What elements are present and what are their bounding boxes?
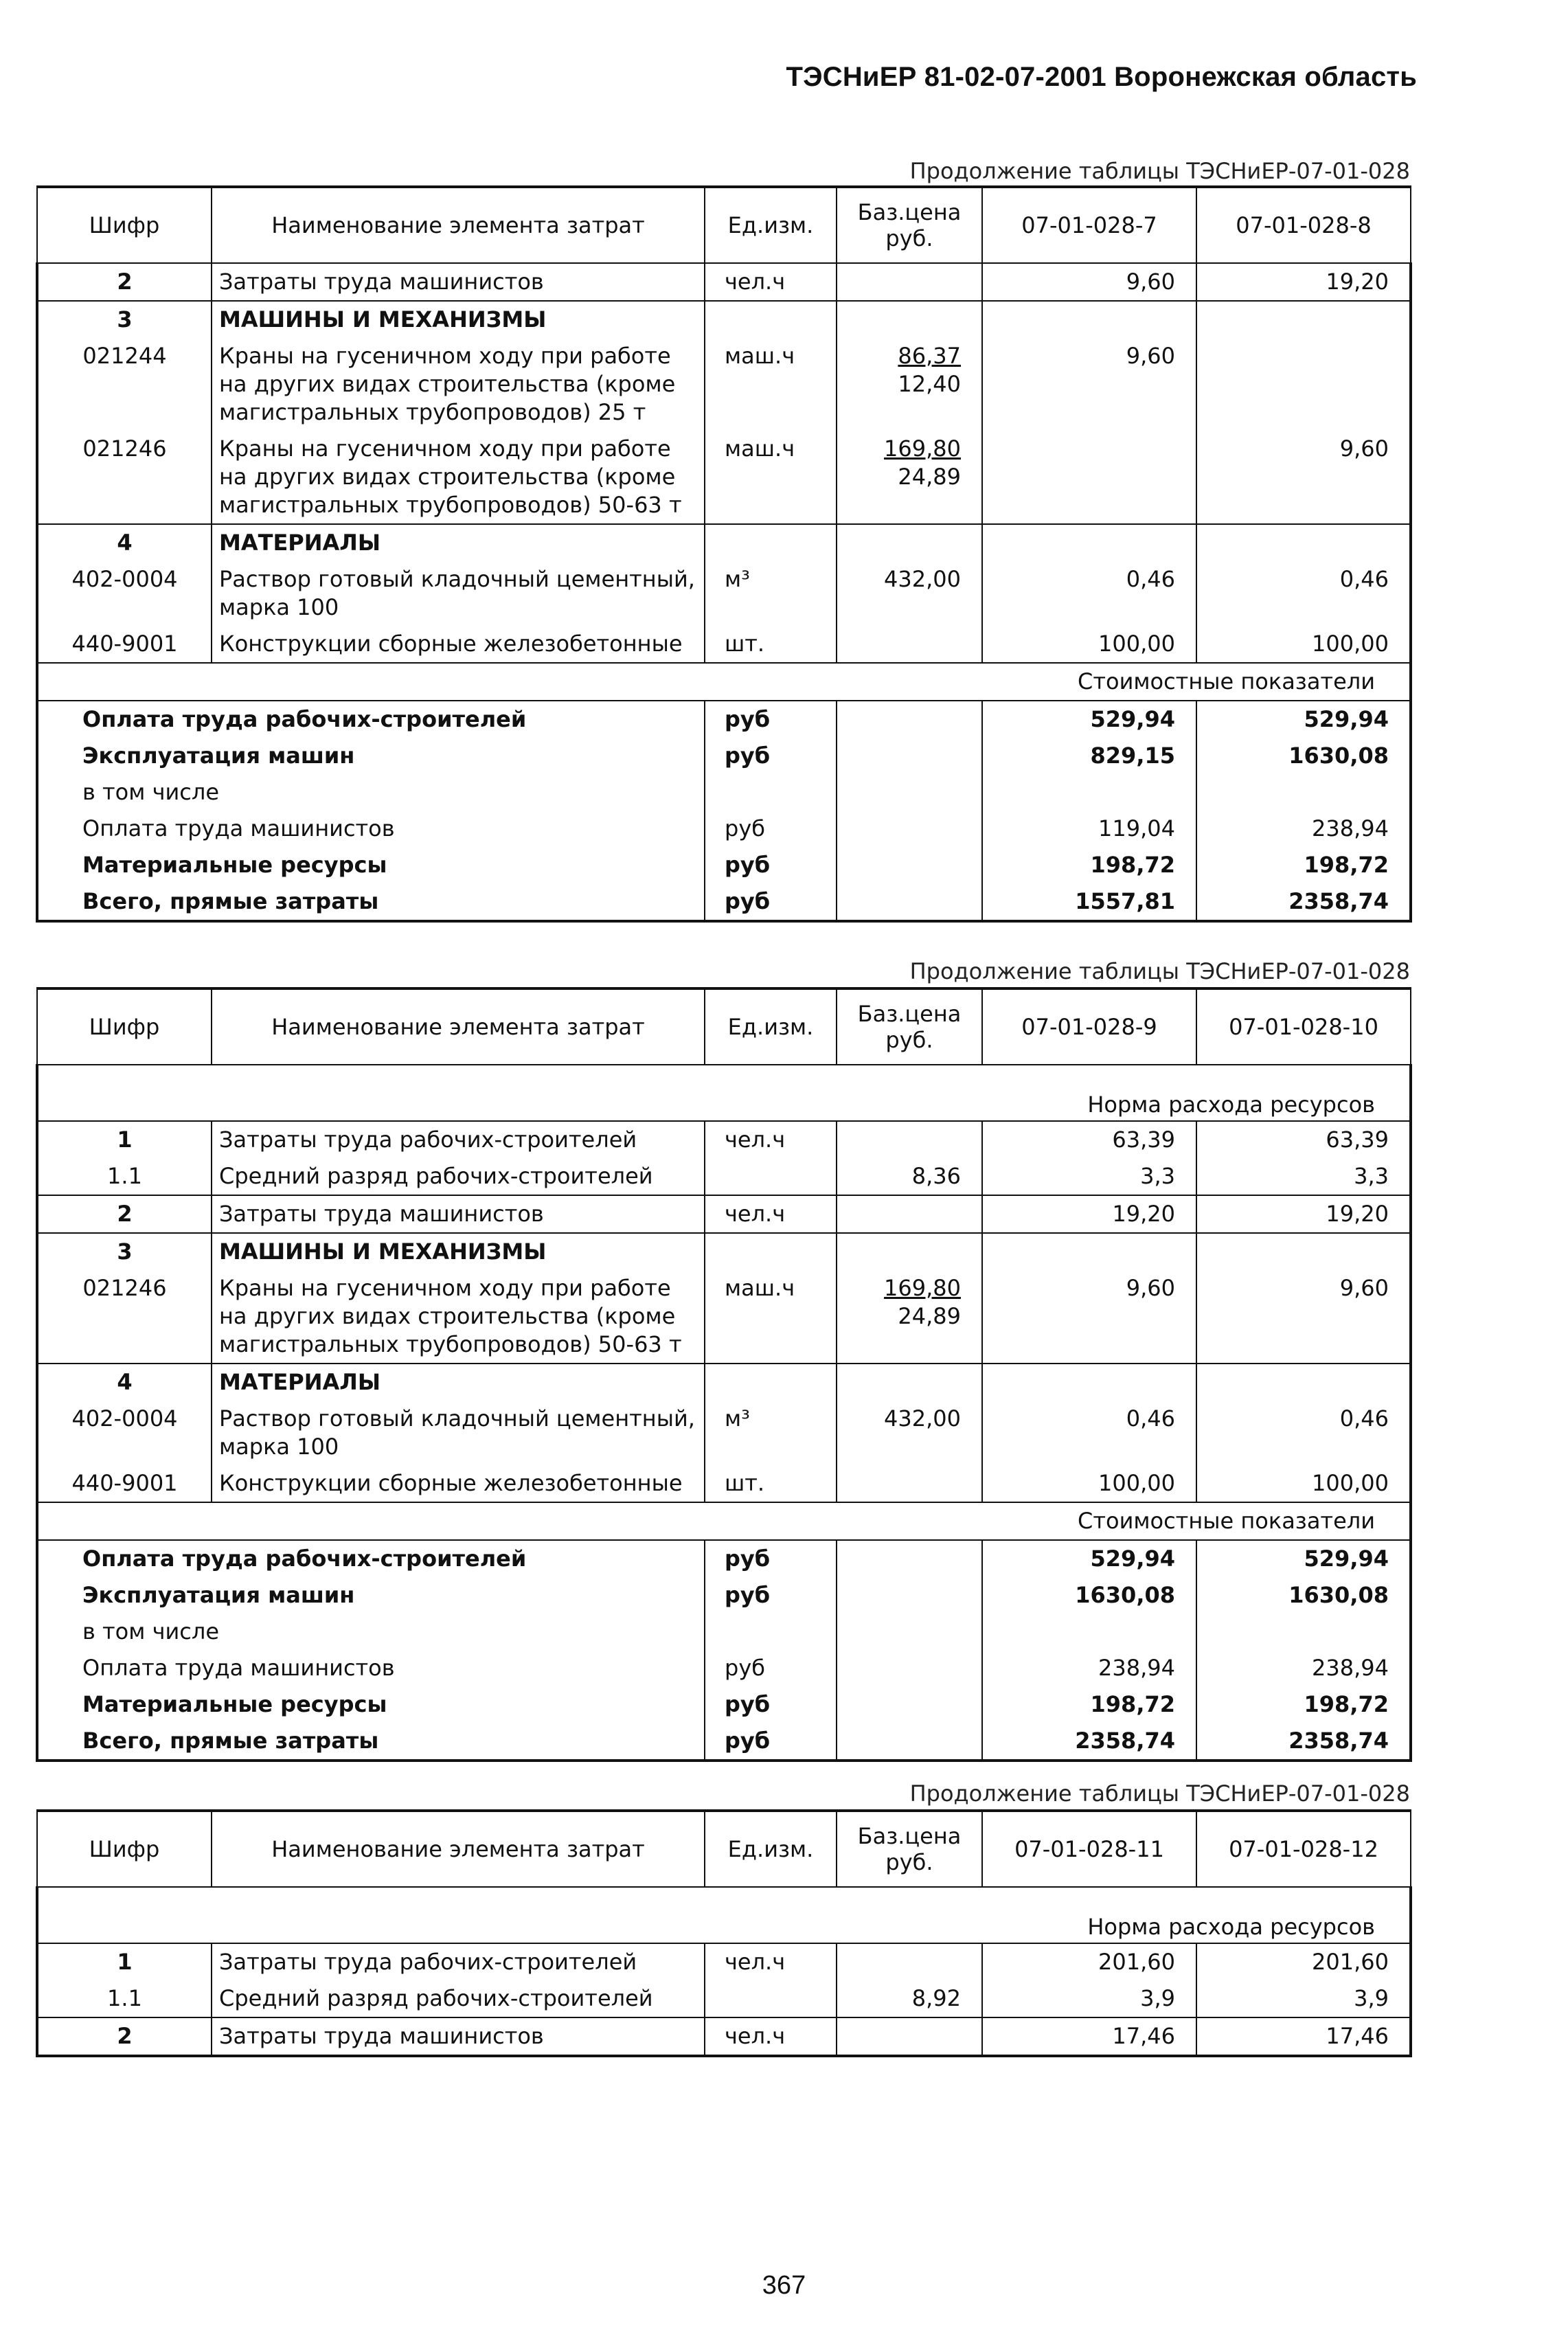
table-row: 021244 Краны на гусеничном ходу при работе на других видах строительства (кроме магистральных трубопроводов) 25 т маш.ч 86,37 12,40 9,60 bbox=[37, 338, 1411, 431]
section-row: 4 МАТЕРИАЛЫ bbox=[37, 1364, 1411, 1401]
summary-row: Оплата труда рабочих-строителей руб 529,94 529,94 bbox=[37, 701, 1411, 738]
summary-row: Эксплуатация машин руб 1630,08 1630,08 bbox=[37, 1577, 1411, 1614]
summary-row: в том числе bbox=[37, 1614, 1411, 1650]
table-row: 2 Затраты труда машинистов чел.ч 9,60 19,20 bbox=[37, 263, 1411, 301]
col-b-header: 07-01-028-12 bbox=[1196, 1811, 1411, 1887]
document-header: ТЭСНиЕР 81-02-07-2001 Воронежская область bbox=[786, 62, 1417, 92]
col-a-header: 07-01-028-9 bbox=[982, 988, 1196, 1065]
col-code-header: Шифр bbox=[37, 988, 212, 1065]
table2-caption: Продолжение таблицы ТЭСНиЕР-07-01-028 bbox=[909, 958, 1410, 984]
col-b-header: 07-01-028-10 bbox=[1196, 988, 1411, 1065]
summary-row: Всего, прямые затраты руб 1557,81 2358,74 bbox=[37, 883, 1411, 921]
col-name-header: Наименование элемента затрат bbox=[212, 1811, 705, 1887]
summary-row: Оплата труда машинистов руб 238,94 238,94 bbox=[37, 1650, 1411, 1686]
table-row: 440-9001 Конструкции сборные железобетонные шт. 100,00 100,00 bbox=[37, 1465, 1411, 1502]
table3 bbox=[36, 1809, 1412, 2057]
table-row: 1.1 Средний разряд рабочих-строителей 8,36 3,3 3,3 bbox=[37, 1158, 1411, 1195]
col-price-header: Баз.цена руб. bbox=[837, 988, 982, 1065]
table-row: 021246 Краны на гусеничном ходу при работе на других видах строительства (кроме магистральных трубопроводов) 50-63 т маш.ч 169,80 24,89 9,60 9,60 bbox=[37, 1270, 1411, 1364]
table-row: 402-0004 Раствор готовый кладочный цементный, марка 100 м³ 432,00 0,46 0,46 bbox=[37, 561, 1411, 626]
table1 bbox=[36, 185, 1412, 923]
col-name-header: Наименование элемента затрат bbox=[212, 187, 705, 263]
col-code-header: Шифр bbox=[37, 1811, 212, 1887]
table-row: 021246 Краны на гусеничном ходу при работе на других видах строительства (кроме магистральных трубопроводов) 50-63 т маш.ч 169,80 24,89 9,60 bbox=[37, 431, 1411, 524]
table2 bbox=[36, 987, 1412, 1762]
table-row: 2 Затраты труда машинистов чел.ч 17,46 17,46 bbox=[37, 2017, 1411, 2056]
consumption-norm-row: Норма расхода ресурсов bbox=[37, 1887, 1411, 1943]
consumption-norm-row: Норма расхода ресурсов bbox=[37, 1065, 1411, 1121]
table3-caption: Продолжение таблицы ТЭСНиЕР-07-01-028 bbox=[909, 1780, 1410, 1807]
table-row: 1.1 Средний разряд рабочих-строителей 8,92 3,9 3,9 bbox=[37, 1980, 1411, 2017]
summary-row: Эксплуатация машин руб 829,15 1630,08 bbox=[37, 738, 1411, 774]
col-unit-header: Ед.изм. bbox=[705, 187, 837, 263]
page-number: 367 bbox=[762, 2271, 806, 2300]
col-unit-header: Ед.изм. bbox=[705, 1811, 837, 1887]
col-name-header: Наименование элемента затрат bbox=[212, 988, 705, 1065]
section-row: 3 МАШИНЫ И МЕХАНИЗМЫ bbox=[37, 1233, 1411, 1270]
col-price-header: Баз.цена руб. bbox=[837, 187, 982, 263]
col-price-header: Баз.цена руб. bbox=[837, 1811, 982, 1887]
summary-row: Материальные ресурсы руб 198,72 198,72 bbox=[37, 1686, 1411, 1723]
col-unit-header: Ед.изм. bbox=[705, 988, 837, 1065]
section-row: 4 МАТЕРИАЛЫ bbox=[37, 524, 1411, 561]
table1-header-row bbox=[37, 187, 1411, 263]
summary-row: Материальные ресурсы руб 198,72 198,72 bbox=[37, 847, 1411, 883]
col-b-header: 07-01-028-8 bbox=[1196, 187, 1411, 263]
cost-indicators-row: Стоимостные показатели bbox=[37, 1502, 1411, 1540]
summary-row: Всего, прямые затраты руб 2358,74 2358,74 bbox=[37, 1723, 1411, 1761]
table-row: 1 Затраты труда рабочих-строителей чел.ч 201,60 201,60 bbox=[37, 1943, 1411, 1980]
col-a-header: 07-01-028-11 bbox=[982, 1811, 1196, 1887]
table-row: 440-9001 Конструкции сборные железобетонные шт. 100,00 100,00 bbox=[37, 626, 1411, 663]
summary-row: Оплата труда рабочих-строителей руб 529,94 529,94 bbox=[37, 1540, 1411, 1577]
cost-indicators-row: Стоимостные показатели bbox=[37, 663, 1411, 701]
table3-header-row bbox=[37, 1811, 1411, 1887]
section-row: 3 МАШИНЫ И МЕХАНИЗМЫ bbox=[37, 301, 1411, 338]
table1-caption: Продолжение таблицы ТЭСНиЕР-07-01-028 bbox=[909, 158, 1410, 184]
summary-row: Оплата труда машинистов руб 119,04 238,94 bbox=[37, 811, 1411, 847]
table2-header-row bbox=[37, 988, 1411, 1065]
table-row: 2 Затраты труда машинистов чел.ч 19,20 19,20 bbox=[37, 1195, 1411, 1233]
table-row: 1 Затраты труда рабочих-строителей чел.ч 63,39 63,39 bbox=[37, 1121, 1411, 1158]
summary-row: в том числе bbox=[37, 774, 1411, 811]
table-row: 402-0004 Раствор готовый кладочный цементный, марка 100 м³ 432,00 0,46 0,46 bbox=[37, 1401, 1411, 1465]
col-a-header: 07-01-028-7 bbox=[982, 187, 1196, 263]
col-code-header: Шифр bbox=[37, 187, 212, 263]
